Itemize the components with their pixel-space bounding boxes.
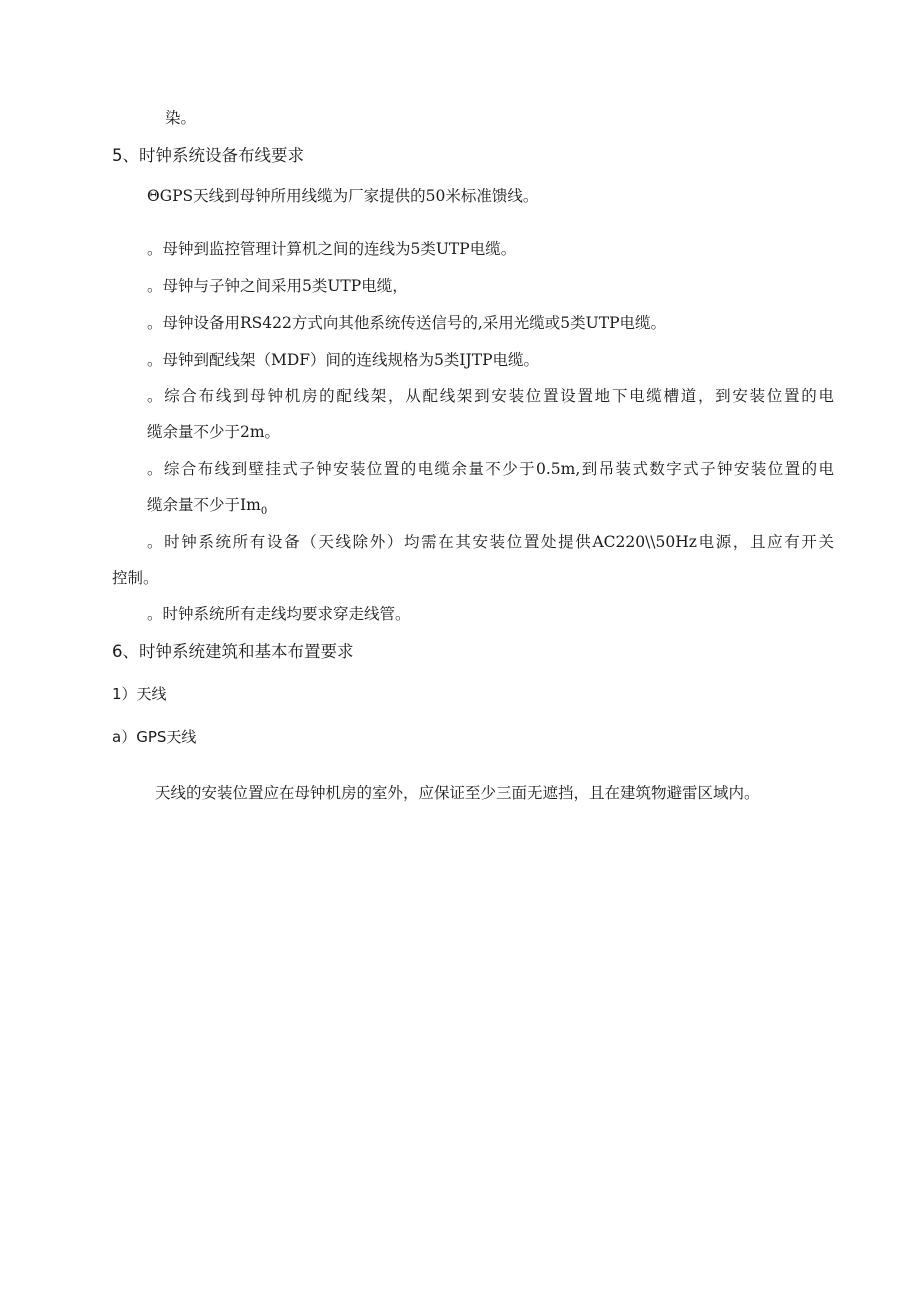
paragraph: 天线的安装位置应在母钟机房的室外，应保证至少三面无遮挡，且在建筑物避雷区域内。 <box>155 784 760 802</box>
subscript: 0 <box>260 506 268 518</box>
list-item-continuation <box>147 495 267 522</box>
list-item-continuation-text: 缆余量不少于Im <box>147 496 261 514</box>
continuation-text: 染。 <box>165 109 197 127</box>
subheading-gps-antenna: a）GPS天线 <box>112 728 197 746</box>
list-item: 。时钟系统所有设备（天线除外）均需在其安装位置处提供AC220\\50Hz电源，且应有开关 <box>147 533 834 551</box>
section-5-heading: 5、时钟系统设备布线要求 <box>112 146 304 165</box>
list-item: 。母钟设备用RS422方式向其他系统传送信号的,采用光缆或5类UTP电缆。 <box>147 314 666 332</box>
list-item: 。综合布线到壁挂式子钟安装位置的电缆余量不少于0.5m,到吊装式数字式子钟安装位置的电 <box>147 460 834 478</box>
list-item: 。综合布线到母钟机房的配线架，从配线架到安装位置设置地下电缆槽道，到安装位置的电 <box>147 387 834 405</box>
list-item: 。母钟到监控管理计算机之间的连线为5类UTP电缆。 <box>147 240 517 258</box>
list-item: 。母钟与子钟之间采用5类UTP电缆， <box>147 277 408 295</box>
section-6-heading: 6、时钟系统建筑和基本布置要求 <box>112 642 354 661</box>
list-item-continuation: 控制。 <box>112 569 159 587</box>
list-item: 。母钟到配线架（MDF）间的连线规格为5类IJTP电缆。 <box>147 351 540 369</box>
subheading-antenna: 1）天线 <box>112 685 167 703</box>
list-item-continuation: 缆余量不少于2m。 <box>147 423 281 441</box>
list-item: 。时钟系统所有走线均要求穿走线管。 <box>147 605 411 623</box>
list-item: ΘGPS天线到母钟所用线缆为厂家提供的50米标准馈线。 <box>147 187 539 205</box>
